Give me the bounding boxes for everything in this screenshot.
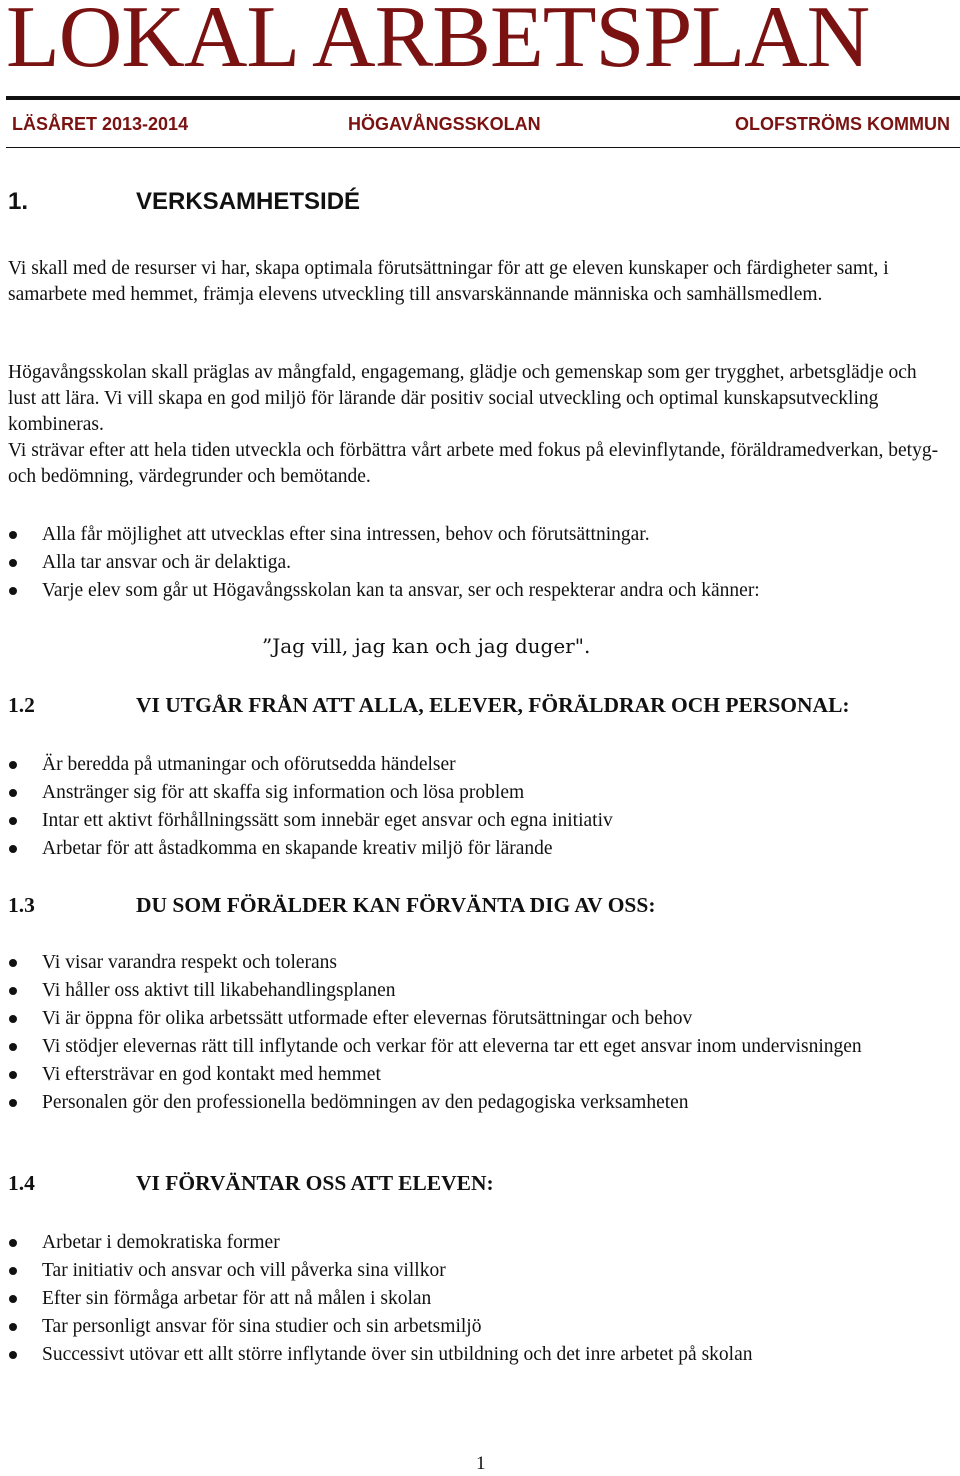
section-number: 1. <box>8 188 29 215</box>
list-item: Vi visar varandra respekt och tolerans <box>8 950 948 976</box>
section-number: 1.3 <box>8 893 35 917</box>
list-item: Tar personligt ansvar för sina studier och sin arbetsmiljö <box>8 1314 948 1340</box>
school-values-paragraph <box>8 360 948 490</box>
list-item: Arbetar i demokratiska former <box>8 1230 948 1256</box>
school-name: HÖGAVÅNGSSKOLAN <box>348 114 541 134</box>
section-1-2-bullet-list <box>8 752 948 864</box>
section-1-heading <box>8 188 360 216</box>
municipality-name: OLOFSTRÖMS KOMMUN <box>735 114 950 134</box>
section-1-bullet-list <box>8 522 948 606</box>
list-item: Anstränger sig för att skaffa sig information och lösa problem <box>8 780 948 806</box>
motto-quote: ”Jag vill, jag kan och jag duger". <box>262 634 591 658</box>
list-item: Vi eftersträvar en god kontakt med hemmet <box>8 1062 948 1088</box>
section-title: VI FÖRVÄNTAR OSS ATT ELEVEN: <box>136 1171 494 1195</box>
paragraph: Högavångsskolan skall präglas av mångfald, engagemang, glädje och gemenskap som ger trygghet, arbetsglädje och lust att lära. Vi vill skapa en god miljö för lärande där positiv social utveckling och optimal kunskapsutveckling kombineras. <box>8 362 917 435</box>
section-number: 1.2 <box>8 693 35 717</box>
section-number: 1.4 <box>8 1171 35 1195</box>
list-item: Vi är öppna för olika arbetssätt utformade efter elevernas förutsättningar och behov <box>8 1006 948 1032</box>
list-item: Arbetar för att åstadkomma en skapande kreativ miljö för lärande <box>8 836 948 862</box>
section-title: VI UTGÅR FRÅN ATT ALLA, ELEVER, FÖRÄLDRAR OCH PERSONAL: <box>136 693 850 717</box>
list-item: Alla tar ansvar och är delaktiga. <box>8 550 948 576</box>
list-item: Personalen gör den professionella bedömningen av den pedagogiska verksamheten <box>8 1090 948 1116</box>
school-year: LÄSÅRET 2013-2014 <box>12 114 189 134</box>
list-item: Tar initiativ och ansvar och vill påverka sina villkor <box>8 1258 948 1284</box>
document-title: LOKAL ARBETSPLAN <box>6 0 870 86</box>
list-item: Alla får möjlighet att utvecklas efter sina intressen, behov och förutsättningar. <box>8 522 948 548</box>
list-item: Efter sin förmåga arbetar för att nå målen i skolan <box>8 1286 948 1312</box>
section-title: VERKSAMHETSIDÉ <box>136 188 361 215</box>
list-item: Successivt utövar ett allt större inflytande över sin utbildning och det inre arbetet på skolan <box>8 1342 948 1368</box>
section-1-2-heading <box>8 693 850 718</box>
list-item: Vi stödjer elevernas rätt till inflytande och verkar för att eleverna tar ett eget ansvar inom undervisningen <box>8 1034 948 1060</box>
header-rule-top <box>6 96 960 100</box>
paragraph: Vi strävar efter att hela tiden utveckla och förbättra vårt arbete med fokus på elevinflytande, föräldramedverkan, betyg- och bedömning, värdegrunder och bemötande. <box>8 440 939 487</box>
section-title: DU SOM FÖRÄLDER KAN FÖRVÄNTA DIG AV OSS: <box>136 893 656 917</box>
mission-paragraph <box>8 256 948 308</box>
section-1-3-bullet-list <box>8 950 948 1118</box>
header-rule-bottom <box>6 147 960 148</box>
list-item: Vi håller oss aktivt till likabehandlingsplanen <box>8 978 948 1004</box>
page-number: 1 <box>476 1453 486 1474</box>
section-1-3-heading <box>8 893 656 918</box>
list-item: Intar ett aktivt förhållningssätt som innebär eget ansvar och egna initiativ <box>8 808 948 834</box>
list-item: Är beredda på utmaningar och oförutsedda händelser <box>8 752 948 778</box>
section-1-4-heading <box>8 1171 494 1196</box>
section-1-4-bullet-list <box>8 1230 948 1370</box>
list-item: Varje elev som går ut Högavångsskolan kan ta ansvar, ser och respekterar andra och känner: <box>8 578 948 604</box>
paragraph: Vi skall med de resurser vi har, skapa optimala förutsättningar för att ge eleven kunskaper och färdigheter samt, i samarbete med hemmet, främja elevens utveckling till ansvarskännande människa och samhällsmedlem. <box>8 258 889 305</box>
